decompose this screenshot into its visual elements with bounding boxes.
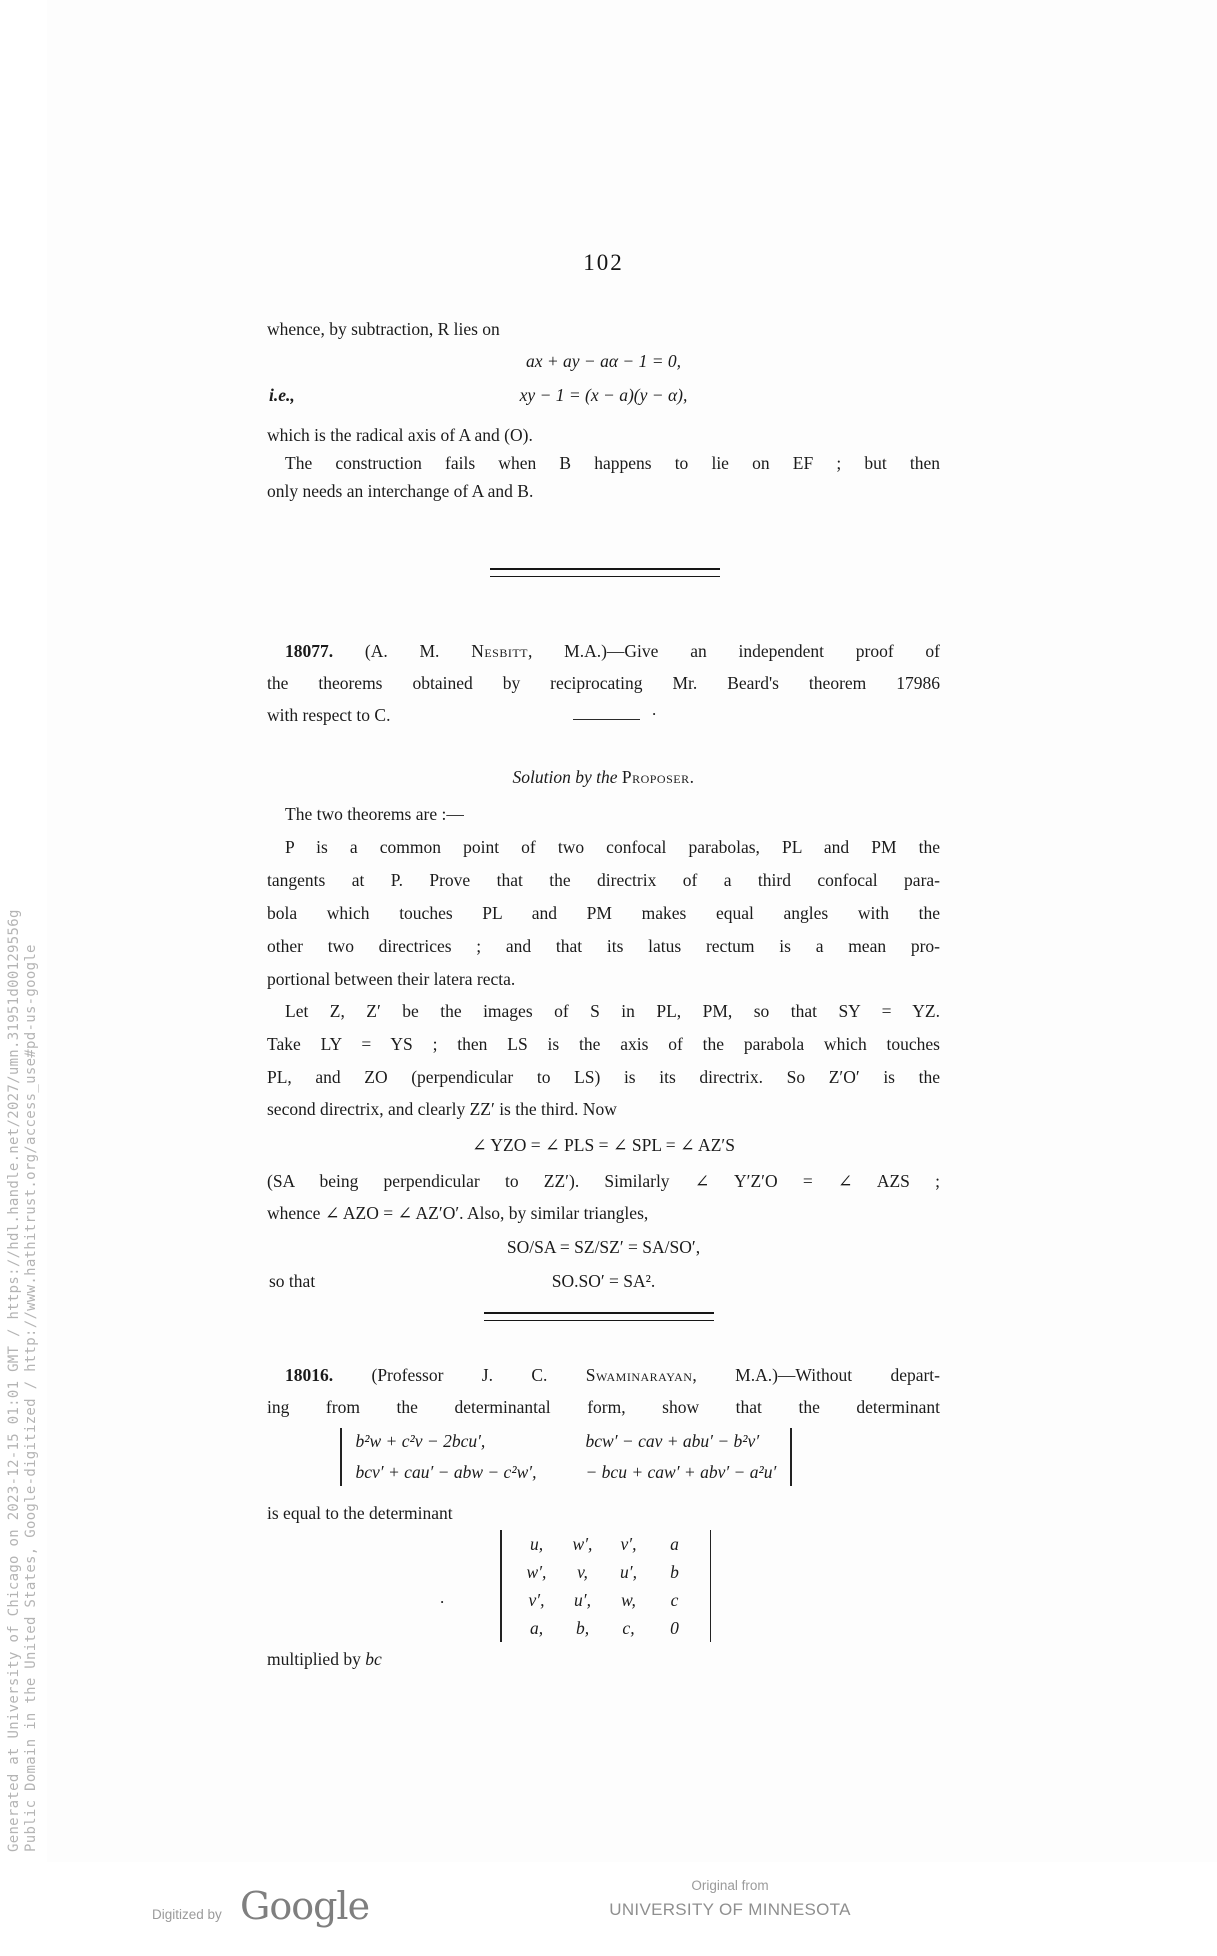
- determinant-2x2: [340, 1428, 792, 1486]
- multiplier-variable: bc: [365, 1649, 382, 1669]
- body-line: only needs an interchange of A and B.: [267, 481, 534, 501]
- matrix-cell: c: [670, 1589, 679, 1610]
- problem-number: 18016.: [285, 1365, 334, 1385]
- author-name: Swaminarayan: [585, 1365, 693, 1385]
- body-line: bola which touches PL and PM makes equal angles with the: [267, 903, 940, 923]
- body-line: P is a common point of two confocal parabolas, PL and PM the: [285, 837, 940, 857]
- page-number: 102: [583, 250, 624, 275]
- determinant-right-bar: [710, 1530, 712, 1642]
- google-logo: Google: [240, 1884, 370, 1928]
- body-line: The construction fails when B happens to lie on EF ; but then: [285, 453, 940, 473]
- problem-end-rule: [573, 719, 640, 720]
- equation: xy − 1 = (x − a)(y − α),: [519, 385, 688, 405]
- heading-text: , M.A.)—Without depart-: [692, 1365, 940, 1385]
- body-line: [267, 1648, 940, 1671]
- determinant-4x4: [500, 1530, 711, 1642]
- matrix-cell: a,: [529, 1617, 544, 1638]
- heading-text: , M.A.)—Give an independent proof of: [528, 641, 940, 661]
- body-line: portional between their latera recta.: [267, 969, 516, 989]
- matrix-cell: w,: [621, 1589, 636, 1610]
- problem-heading-line: with respect to C.: [267, 705, 391, 725]
- body-line: PL, and ZO (perpendicular to LS) is its directrix. So Z′O′ is the: [267, 1067, 940, 1087]
- equation: ax + ay − aα − 1 = 0,: [525, 351, 682, 371]
- body-line: Take LY = YS ; then LS is the axis of the parabola which touches: [267, 1034, 940, 1054]
- section-divider: [484, 1312, 714, 1321]
- author-name: Nesbitt: [471, 641, 528, 661]
- problem-heading-line: the theorems obtained by reciprocating Mr. Beard's theorem 17986: [267, 673, 940, 693]
- original-from-label: Original from: [691, 1878, 769, 1893]
- body-line: second directrix, and clearly ZZ′ is the third. Now: [267, 1099, 617, 1119]
- solution-heading-text: Solution by the: [512, 767, 622, 787]
- digitized-by-label: Digitized by: [152, 1907, 222, 1922]
- matrix-cell: c,: [622, 1617, 635, 1638]
- matrix-cell: v′,: [528, 1589, 545, 1610]
- solution-proposer: Proposer.: [621, 767, 695, 787]
- matrix-cell: u,: [529, 1533, 544, 1554]
- multiplied-by-text: multiplied by: [267, 1649, 366, 1669]
- matrix-cell: w′,: [526, 1561, 547, 1582]
- stray-dot: .: [652, 700, 657, 719]
- problem-number: 18077.: [285, 641, 334, 661]
- heading-text: (A. M.: [333, 641, 472, 661]
- body-line: whence, by subtraction, R lies on: [267, 319, 500, 339]
- institution-label: UNIVERSITY OF MINNESOTA: [609, 1900, 851, 1919]
- hathitrust-watermark: [6, 909, 40, 1852]
- matrix-cell: b: [670, 1561, 679, 1582]
- determinant-cell: bcw′ − cav + abu′ − b²v′: [585, 1431, 760, 1451]
- body-line: other two directrices ; and that its latus rectum is a mean pro-: [267, 936, 940, 956]
- section-divider: [490, 568, 720, 577]
- matrix-cell: u′,: [574, 1589, 591, 1610]
- heading-text: (Professor J. C.: [333, 1365, 586, 1385]
- matrix-cell: b,: [575, 1617, 590, 1638]
- determinant-cell: − bcu + caw′ + abv′ − a²u′: [585, 1462, 777, 1482]
- equation-ratio: SO/SA = SZ/SZ′ = SA/SO′,: [506, 1237, 701, 1257]
- body-line: [267, 1270, 940, 1293]
- matrix-cell: v′,: [620, 1533, 637, 1554]
- watermark-line-publicdomain: Public Domain in the United States, Google-digitized / http://www.hathitrust.org/access_use#pd-us-google: [23, 944, 39, 1852]
- body-line: Let Z, Z′ be the images of S in PL, PM, so that SY = YZ.: [285, 1001, 940, 1021]
- watermark-line-generated: Generated at University of Chicago on 2023-12-15 01:01 GMT / https://hdl.handle.net/2027/umn.31951d00129556g: [6, 909, 22, 1852]
- matrix-cell: w′,: [572, 1533, 593, 1554]
- body-line: The two theorems are :—: [285, 804, 464, 824]
- problem-heading-line: ing from the determinantal form, show that the determinant: [267, 1397, 940, 1417]
- determinant-cell: b²w + c²v − 2bcu′,: [355, 1431, 486, 1451]
- matrix-cell: a: [670, 1533, 679, 1554]
- body-line: (SA being perpendicular to ZZ′). Similarly ∠ Y′Z′O = ∠ AZS ;: [267, 1171, 940, 1191]
- matrix-cell: v,: [577, 1561, 588, 1582]
- so-that-label: so that: [269, 1271, 316, 1291]
- stray-dot: .: [440, 1588, 445, 1607]
- body-line: which is the radical axis of A and (O).: [267, 425, 533, 445]
- problem-heading: [267, 640, 940, 663]
- body-line: [267, 384, 940, 407]
- determinant-cell: bcv′ + cau′ − abw − c²w′,: [355, 1462, 537, 1482]
- matrix-cell: u′,: [620, 1561, 637, 1582]
- problem-heading: [267, 1364, 940, 1387]
- equation-angles: ∠ YZO = ∠ PLS = ∠ SPL = ∠ AZ′S: [472, 1135, 735, 1155]
- equation-final: SO.SO′ = SA².: [551, 1271, 656, 1291]
- matrix-cell: 0: [670, 1617, 679, 1638]
- body-line: is equal to the determinant: [267, 1503, 453, 1523]
- body-line: tangents at P. Prove that the directrix of a third confocal para-: [267, 870, 940, 890]
- determinant-right-bar: [790, 1428, 792, 1486]
- body-line: whence ∠ AZO = ∠ AZ′O′. Also, by similar triangles,: [267, 1203, 649, 1223]
- solution-heading: [267, 766, 940, 789]
- ie-label: i.e.,: [269, 385, 295, 405]
